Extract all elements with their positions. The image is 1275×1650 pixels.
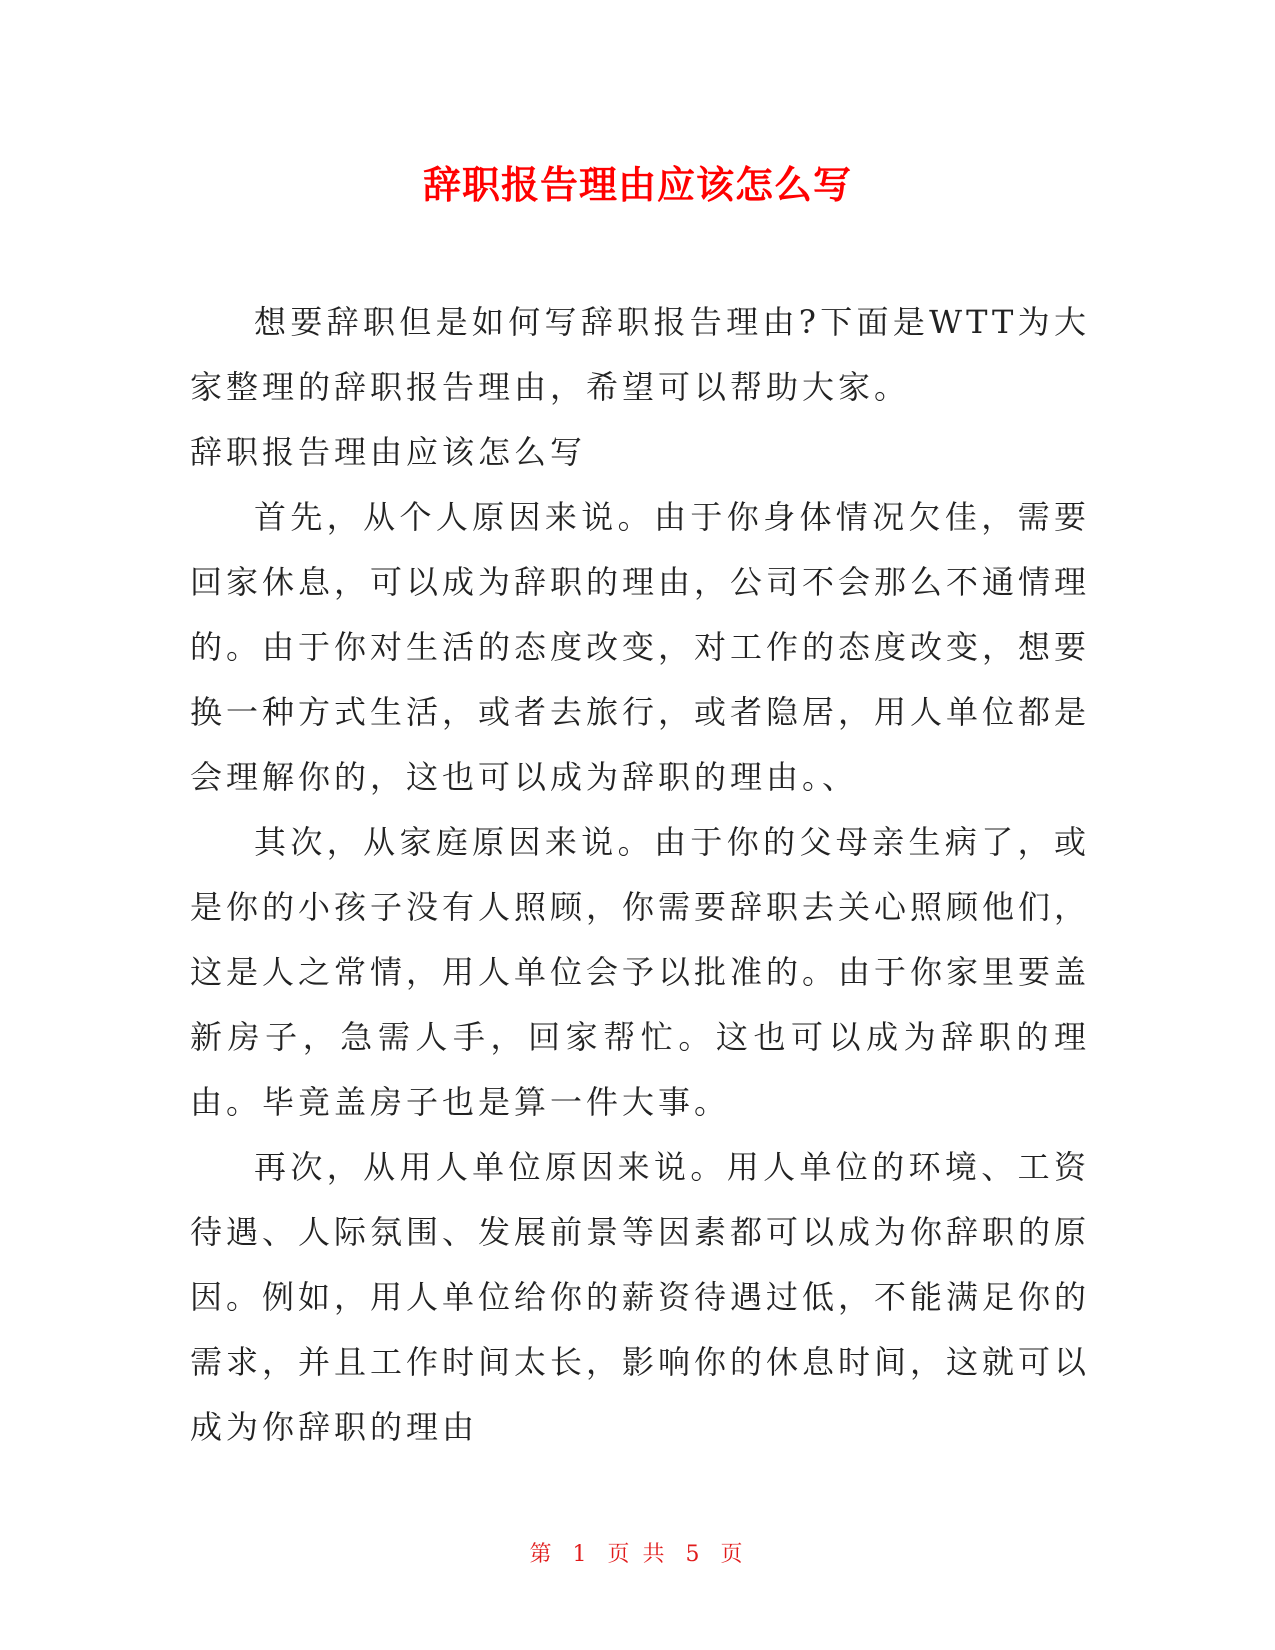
- footer-total-pages: 5: [685, 1542, 703, 1567]
- section-heading: 辞职报告理由应该怎么写: [190, 433, 587, 471]
- intro-paragraph: 想要辞职但是如何写辞职报告理由?下面是WTT为大家整理的辞职报告理由，希望可以帮助大家。: [190, 303, 1090, 406]
- footer-current-page: 1: [572, 1542, 590, 1567]
- personal-reasons-paragraph: 首先，从个人原因来说。由于你身体情况欠佳，需要回家休息，可以成为辞职的理由，公司不会那么不通情理的。由于你对生活的态度改变，对工作的态度改变，想要换一种方式生活，或者去旅行，或者隐居，用人单位都是会理解你的，这也可以成为辞职的理由。、: [190, 498, 1091, 796]
- footer-middle: 页 共: [607, 1542, 668, 1567]
- employer-reasons-paragraph: 再次，从用人单位原因来说。用人单位的环境、工资待遇、人际氛围、发展前景等因素都可以成为你辞职的原因。例如，用人单位给你的薪资待遇过低，不能满足你的需求，并且工作时间太长，影响你的休息时间，这就可以成为你辞职的理由: [190, 1148, 1091, 1446]
- page-footer: [0, 1540, 1275, 1570]
- footer-suffix: 页: [720, 1542, 746, 1567]
- family-reasons-paragraph: 其次，从家庭原因来说。由于你的父母亲生病了，或是你的小孩子没有人照顾，你需要辞职去关心照顾他们，这是人之常情，用人单位会予以批准的。由于你家里要盖新房子，急需人手，回家帮忙。这也可以成为辞职的理由。毕竟盖房子也是算一件大事。: [190, 823, 1091, 1121]
- document-body: [190, 290, 1090, 1460]
- footer-prefix: 第: [529, 1542, 555, 1567]
- document-title: 辞职报告理由应该怎么写: [422, 163, 852, 207]
